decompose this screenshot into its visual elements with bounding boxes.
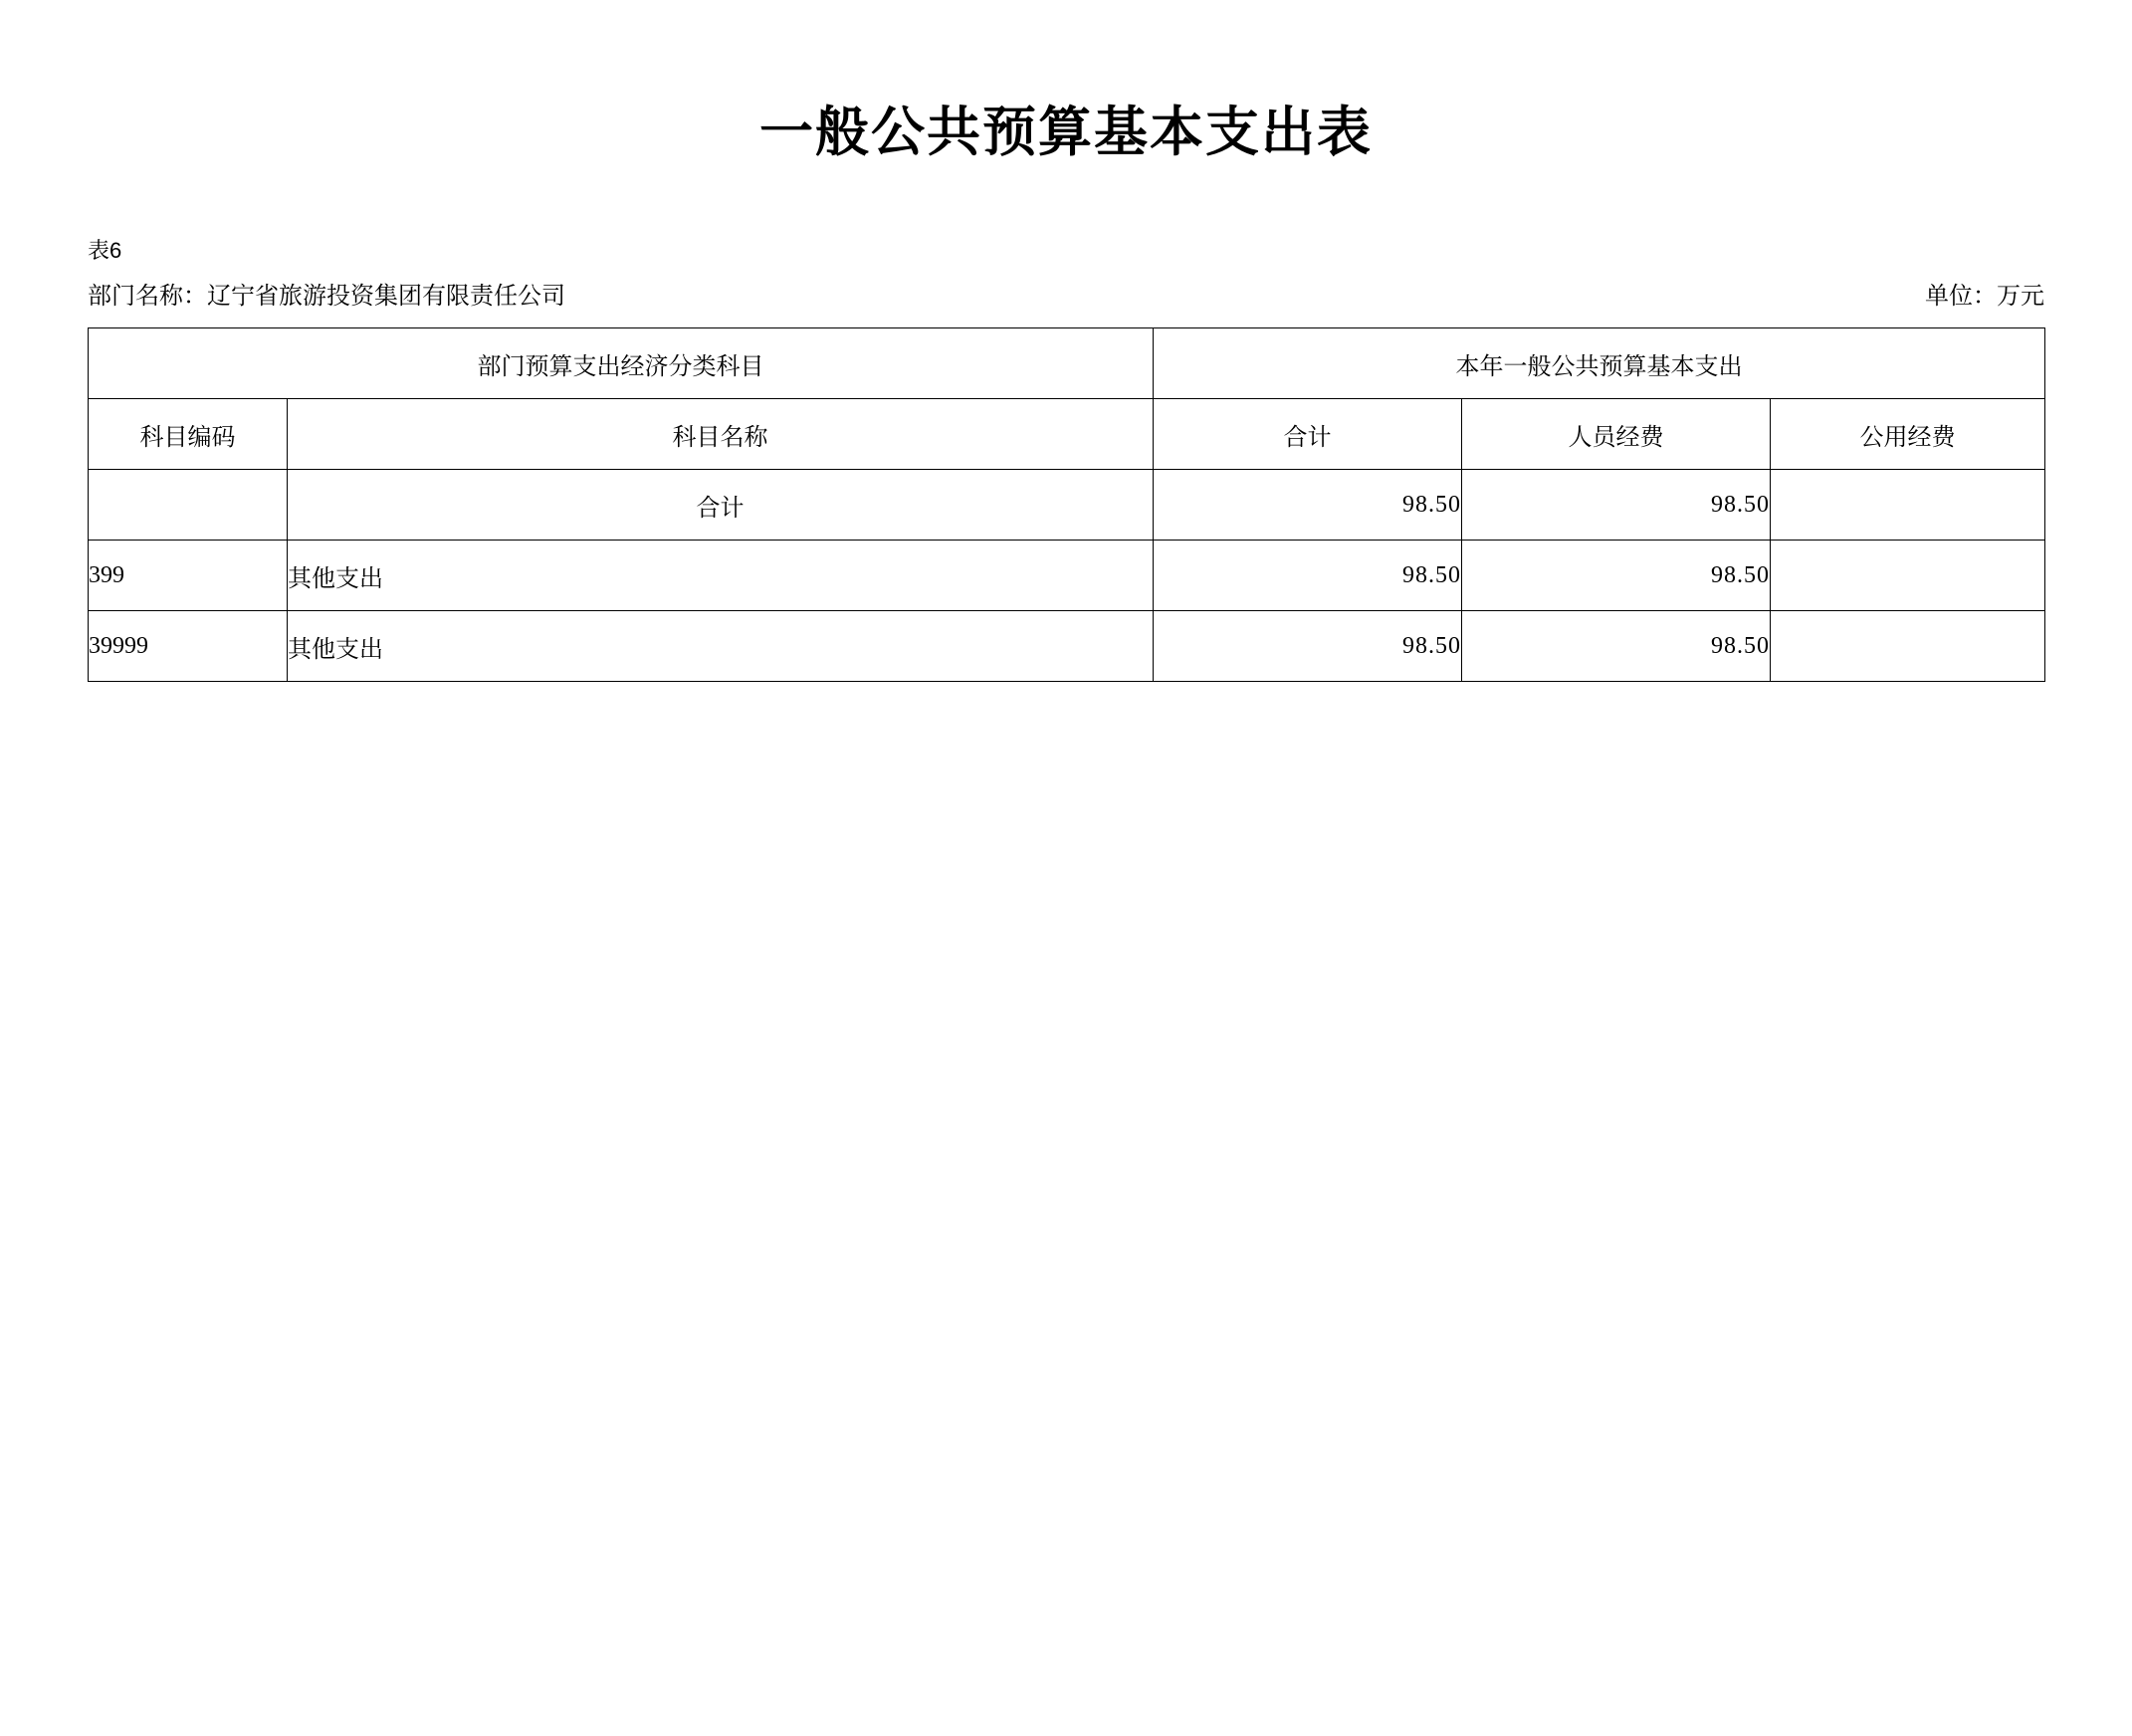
table-row bbox=[89, 470, 2045, 541]
cell-public bbox=[1771, 541, 2045, 611]
cell-code: 399 bbox=[89, 541, 288, 611]
group-header-expenditure: 本年一般公共预算基本支出 bbox=[1154, 328, 2045, 399]
cell-public bbox=[1771, 470, 2045, 541]
cell-total: 98.50 bbox=[1154, 541, 1462, 611]
cell-name: 其他支出 bbox=[288, 541, 1154, 611]
cell-personnel: 98.50 bbox=[1462, 611, 1771, 682]
column-header-code: 科目编码 bbox=[89, 399, 288, 470]
table-number: 表6 bbox=[88, 238, 122, 263]
table-row bbox=[89, 611, 2045, 682]
column-header-total: 合计 bbox=[1154, 399, 1462, 470]
document-meta bbox=[0, 236, 2132, 314]
column-header-name: 科目名称 bbox=[288, 399, 1154, 470]
table-row bbox=[89, 541, 2045, 611]
table-group-header-row bbox=[89, 328, 2045, 399]
table-column-header-row bbox=[89, 399, 2045, 470]
department-name-line bbox=[88, 280, 565, 314]
group-header-subject: 部门预算支出经济分类科目 bbox=[89, 328, 1154, 399]
cell-code bbox=[89, 470, 288, 541]
page-title: 一般公共预算基本支出表 bbox=[759, 103, 1373, 162]
cell-public bbox=[1771, 611, 2045, 682]
meta-row bbox=[88, 280, 2044, 314]
document-page bbox=[0, 90, 2132, 1736]
column-header-public: 公用经费 bbox=[1771, 399, 2045, 470]
unit-label: 单位：万元 bbox=[1925, 284, 2044, 310]
department-value: 辽宁省旅游投资集团有限责任公司 bbox=[207, 284, 565, 310]
column-header-personnel: 人员经费 bbox=[1462, 399, 1771, 470]
cell-code: 39999 bbox=[89, 611, 288, 682]
cell-personnel: 98.50 bbox=[1462, 541, 1771, 611]
cell-total: 98.50 bbox=[1154, 470, 1462, 541]
cell-total: 98.50 bbox=[1154, 611, 1462, 682]
cell-name: 合计 bbox=[288, 470, 1154, 541]
budget-table-wrapper bbox=[0, 327, 2132, 682]
cell-name: 其他支出 bbox=[288, 611, 1154, 682]
budget-table bbox=[88, 327, 2045, 682]
department-label: 部门名称： bbox=[88, 284, 207, 310]
cell-personnel: 98.50 bbox=[1462, 470, 1771, 541]
